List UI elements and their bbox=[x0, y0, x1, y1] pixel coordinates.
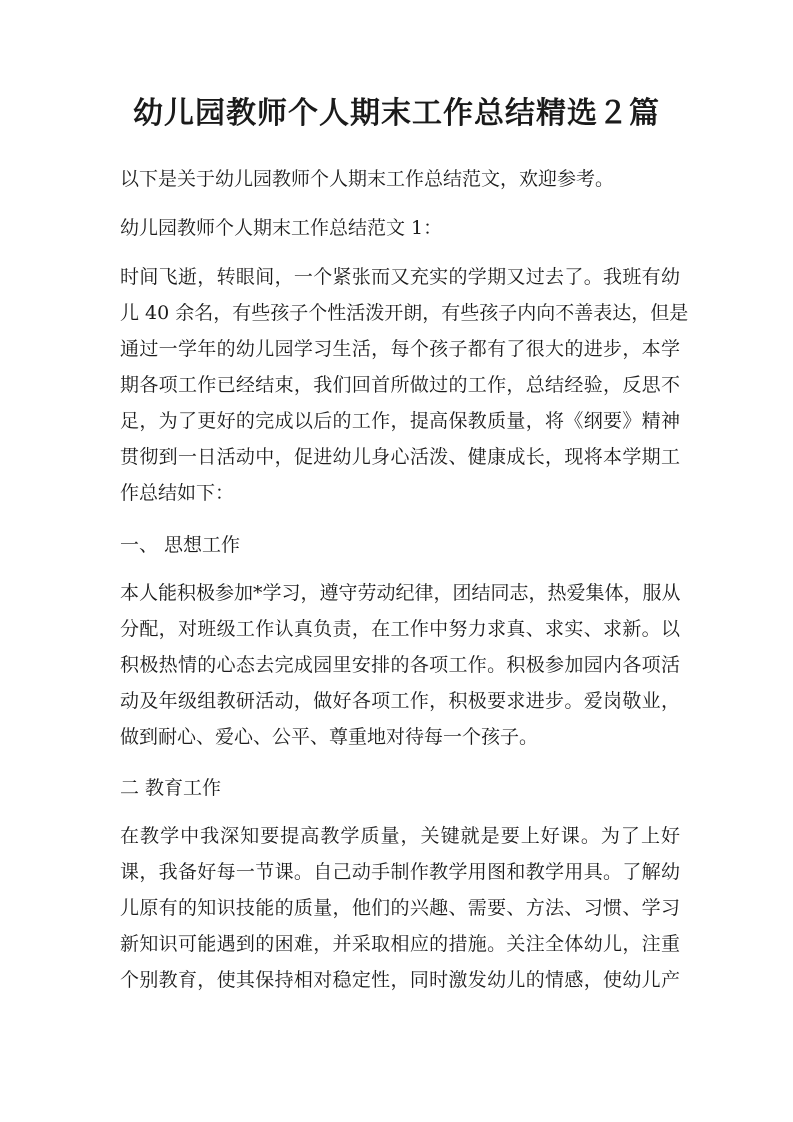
section-heading-2: 二 教育工作 bbox=[120, 777, 222, 799]
paragraph-line: 积极热情的心态去完成园里安排的各项工作。积极参加园内各项活 bbox=[120, 654, 680, 676]
paragraph-line: 课，我备好每一节课。自己动手制作教学用图和教学用具。了解幼 bbox=[120, 861, 680, 883]
subtitle-text: 幼儿园教师个人期末工作总结范文 1： bbox=[120, 217, 443, 239]
paragraph-line: 在教学中我深知要提高教学质量，关键就是要上好课。为了上好 bbox=[120, 825, 680, 847]
document-title: 幼儿园教师个人期末工作总结精选２篇 bbox=[133, 96, 660, 131]
paragraph-line: 作总结如下： bbox=[120, 482, 235, 504]
paragraph-line: 期各项工作已经结束，我们回首所做过的工作，总结经验，反思不 bbox=[120, 374, 680, 396]
paragraph-line: 儿 40 余名，有些孩子个性活泼开朗，有些孩子内向不善表达，但是 bbox=[120, 302, 689, 324]
paragraph-line: 本人能积极参加*学习，遵守劳动纪律，团结同志，热爱集体，服从 bbox=[120, 582, 681, 604]
paragraph-line: 新知识可能遇到的困难，并采取相应的措施。关注全体幼儿，注重 bbox=[120, 933, 680, 955]
paragraph-2 bbox=[120, 578, 680, 752]
paragraph-line: 贯彻到一日活动中，促进幼儿身心活泼、健康成长，现将本学期工 bbox=[120, 446, 680, 468]
paragraph-line: 儿原有的知识技能的质量，他们的兴趣、需要、方法、习惯、学习 bbox=[120, 897, 680, 919]
paragraph-line: 分配，对班级工作认真负责，在工作中努力求真、求实、求新。以 bbox=[120, 618, 680, 640]
paragraph-line: 做到耐心、爱心、公平、尊重地对待每一个孩子。 bbox=[120, 726, 539, 748]
paragraph-1 bbox=[120, 262, 689, 508]
paragraph-line: 时间飞逝，转眼间，一个紧张而又充实的学期又过去了。我班有幼 bbox=[120, 266, 680, 288]
paragraph-line: 个别教育，使其保持相对稳定性，同时激发幼儿的情感，使幼儿产 bbox=[120, 969, 680, 991]
paragraph-3 bbox=[120, 821, 680, 995]
paragraph-line: 动及年级组教研活动，做好各项工作，积极要求进步。爱岗敬业， bbox=[120, 690, 680, 712]
paragraph-line: 足，为了更好的完成以后的工作，提高保教质量，将《纲要》精神 bbox=[120, 410, 680, 432]
intro-text: 以下是关于幼儿园教师个人期末工作总结范文，欢迎参考。 bbox=[120, 168, 615, 190]
section-heading-1: 一、 思想工作 bbox=[120, 534, 241, 556]
paragraph-line: 通过一学年的幼儿园学习生活，每个孩子都有了很大的进步，本学 bbox=[120, 338, 680, 360]
